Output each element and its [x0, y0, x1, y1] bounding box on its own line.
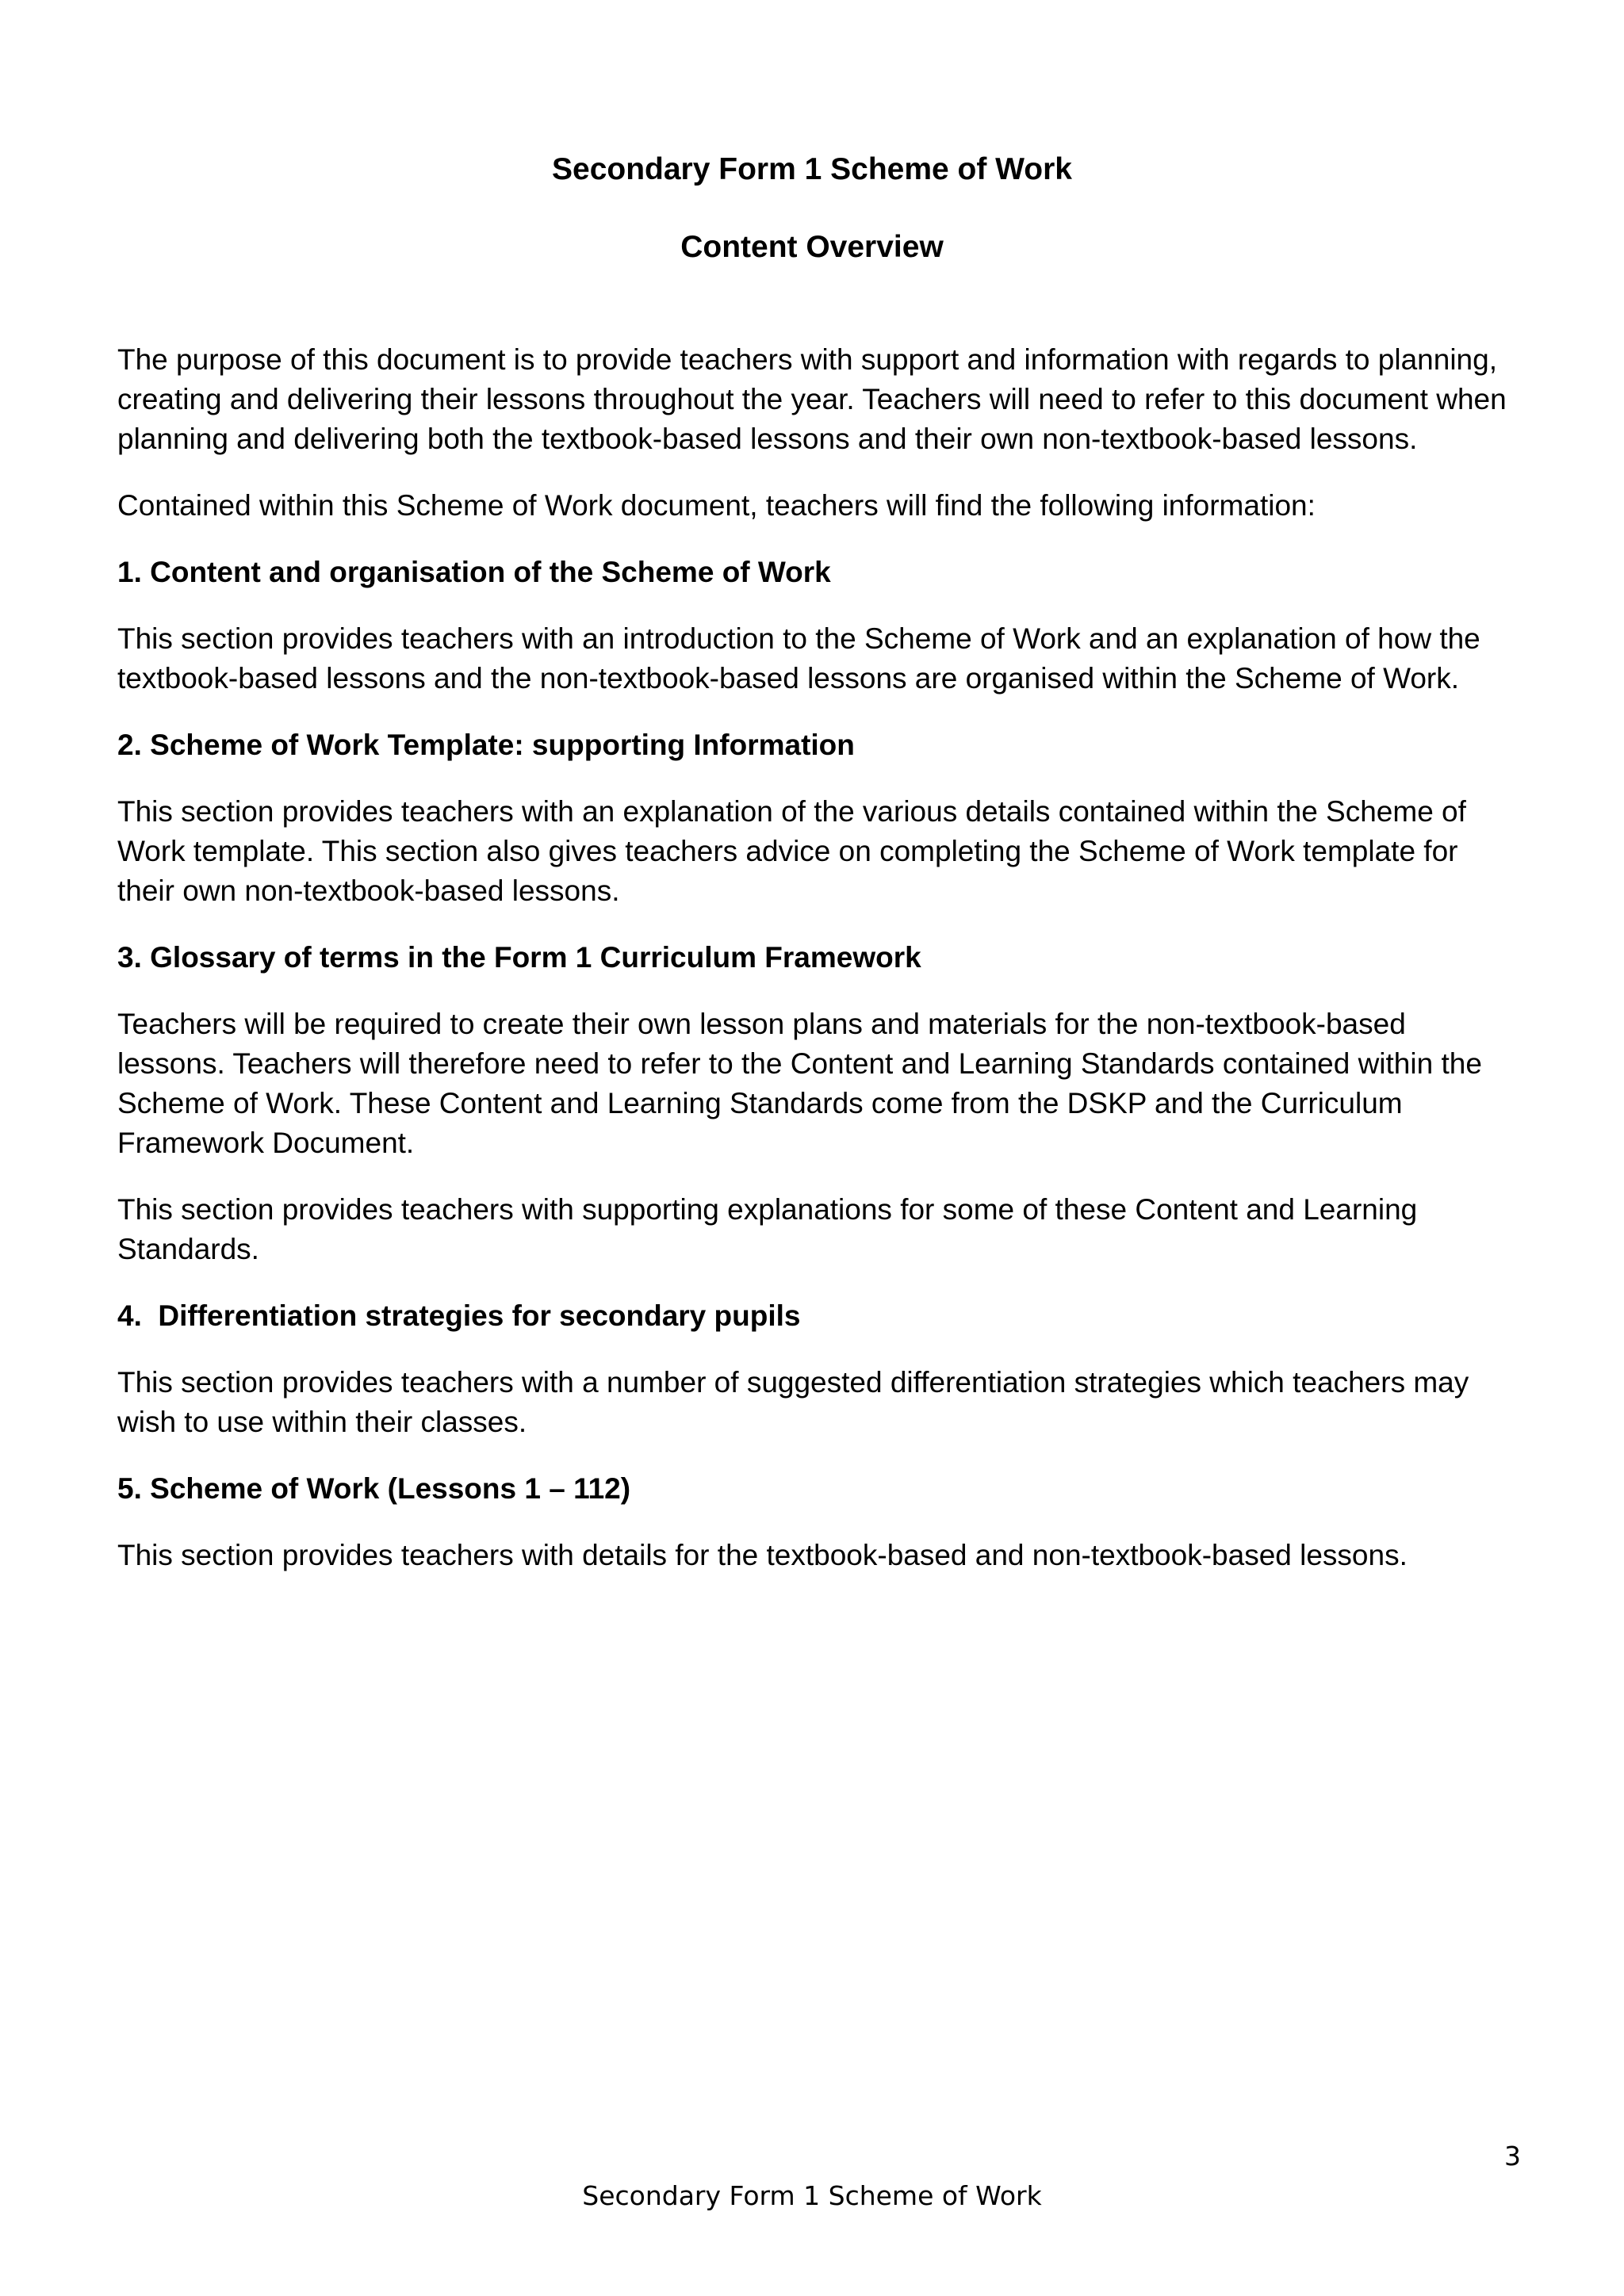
intro-paragraph: The purpose of this document is to provide teachers with support and information with regards to planning, creating and delivering their lessons throughout the year. Teachers will need to refer to this document when planning and delivering both the textbook-based lessons and their own non-textbook-based lessons. — [117, 343, 1507, 455]
section-heading: 4. Differentiation strategies for secondary pupils — [117, 1299, 801, 1332]
page-number: 3 — [1504, 2141, 1521, 2172]
document-title: Secondary Form 1 Scheme of Work — [552, 152, 1072, 186]
section-paragraph: This section provides teachers with a number of suggested differentiation strategies which teachers may wish to use within their classes. — [117, 1366, 1469, 1438]
section-paragraph: Teachers will be required to create their own lesson plans and materials for the non-textbook-based lessons. Teachers will therefore need to refer to the Content and Learning Standards contained within the Scheme of Work. These Content and Learning Standards come from the DSKP and the Curriculum Framework Document. — [117, 1008, 1482, 1159]
document-body — [117, 340, 1513, 1602]
section-heading: 5. Scheme of Work (Lessons 1 – 112) — [117, 1472, 631, 1505]
page-footer: Secondary Form 1 Scheme of Work — [582, 2180, 1042, 2211]
document-subtitle: Content Overview — [680, 230, 944, 264]
intro-paragraph: Contained within this Scheme of Work document, teachers will find the following information: — [117, 489, 1316, 522]
section-paragraph: This section provides teachers with an explanation of the various details contained within the Scheme of Work template. This section also gives teachers advice on completing the Scheme of Work template for their own non-textbook-based lessons. — [117, 795, 1466, 907]
section-heading: 2. Scheme of Work Template: supporting Information — [117, 729, 855, 761]
section-heading: 1. Content and organisation of the Scheme of Work — [117, 556, 831, 588]
section-paragraph: This section provides teachers with supporting explanations for some of these Content and Learning Standards. — [117, 1193, 1418, 1265]
section-heading: 3. Glossary of terms in the Form 1 Curriculum Framework — [117, 941, 921, 974]
section-paragraph: This section provides teachers with an introduction to the Scheme of Work and an explanation of how the textbook-based lessons and the non-textbook-based lessons are organised within the Scheme of Work. — [117, 622, 1480, 695]
section-paragraph: This section provides teachers with details for the textbook-based and non-textbook-based lessons. — [117, 1539, 1408, 1571]
